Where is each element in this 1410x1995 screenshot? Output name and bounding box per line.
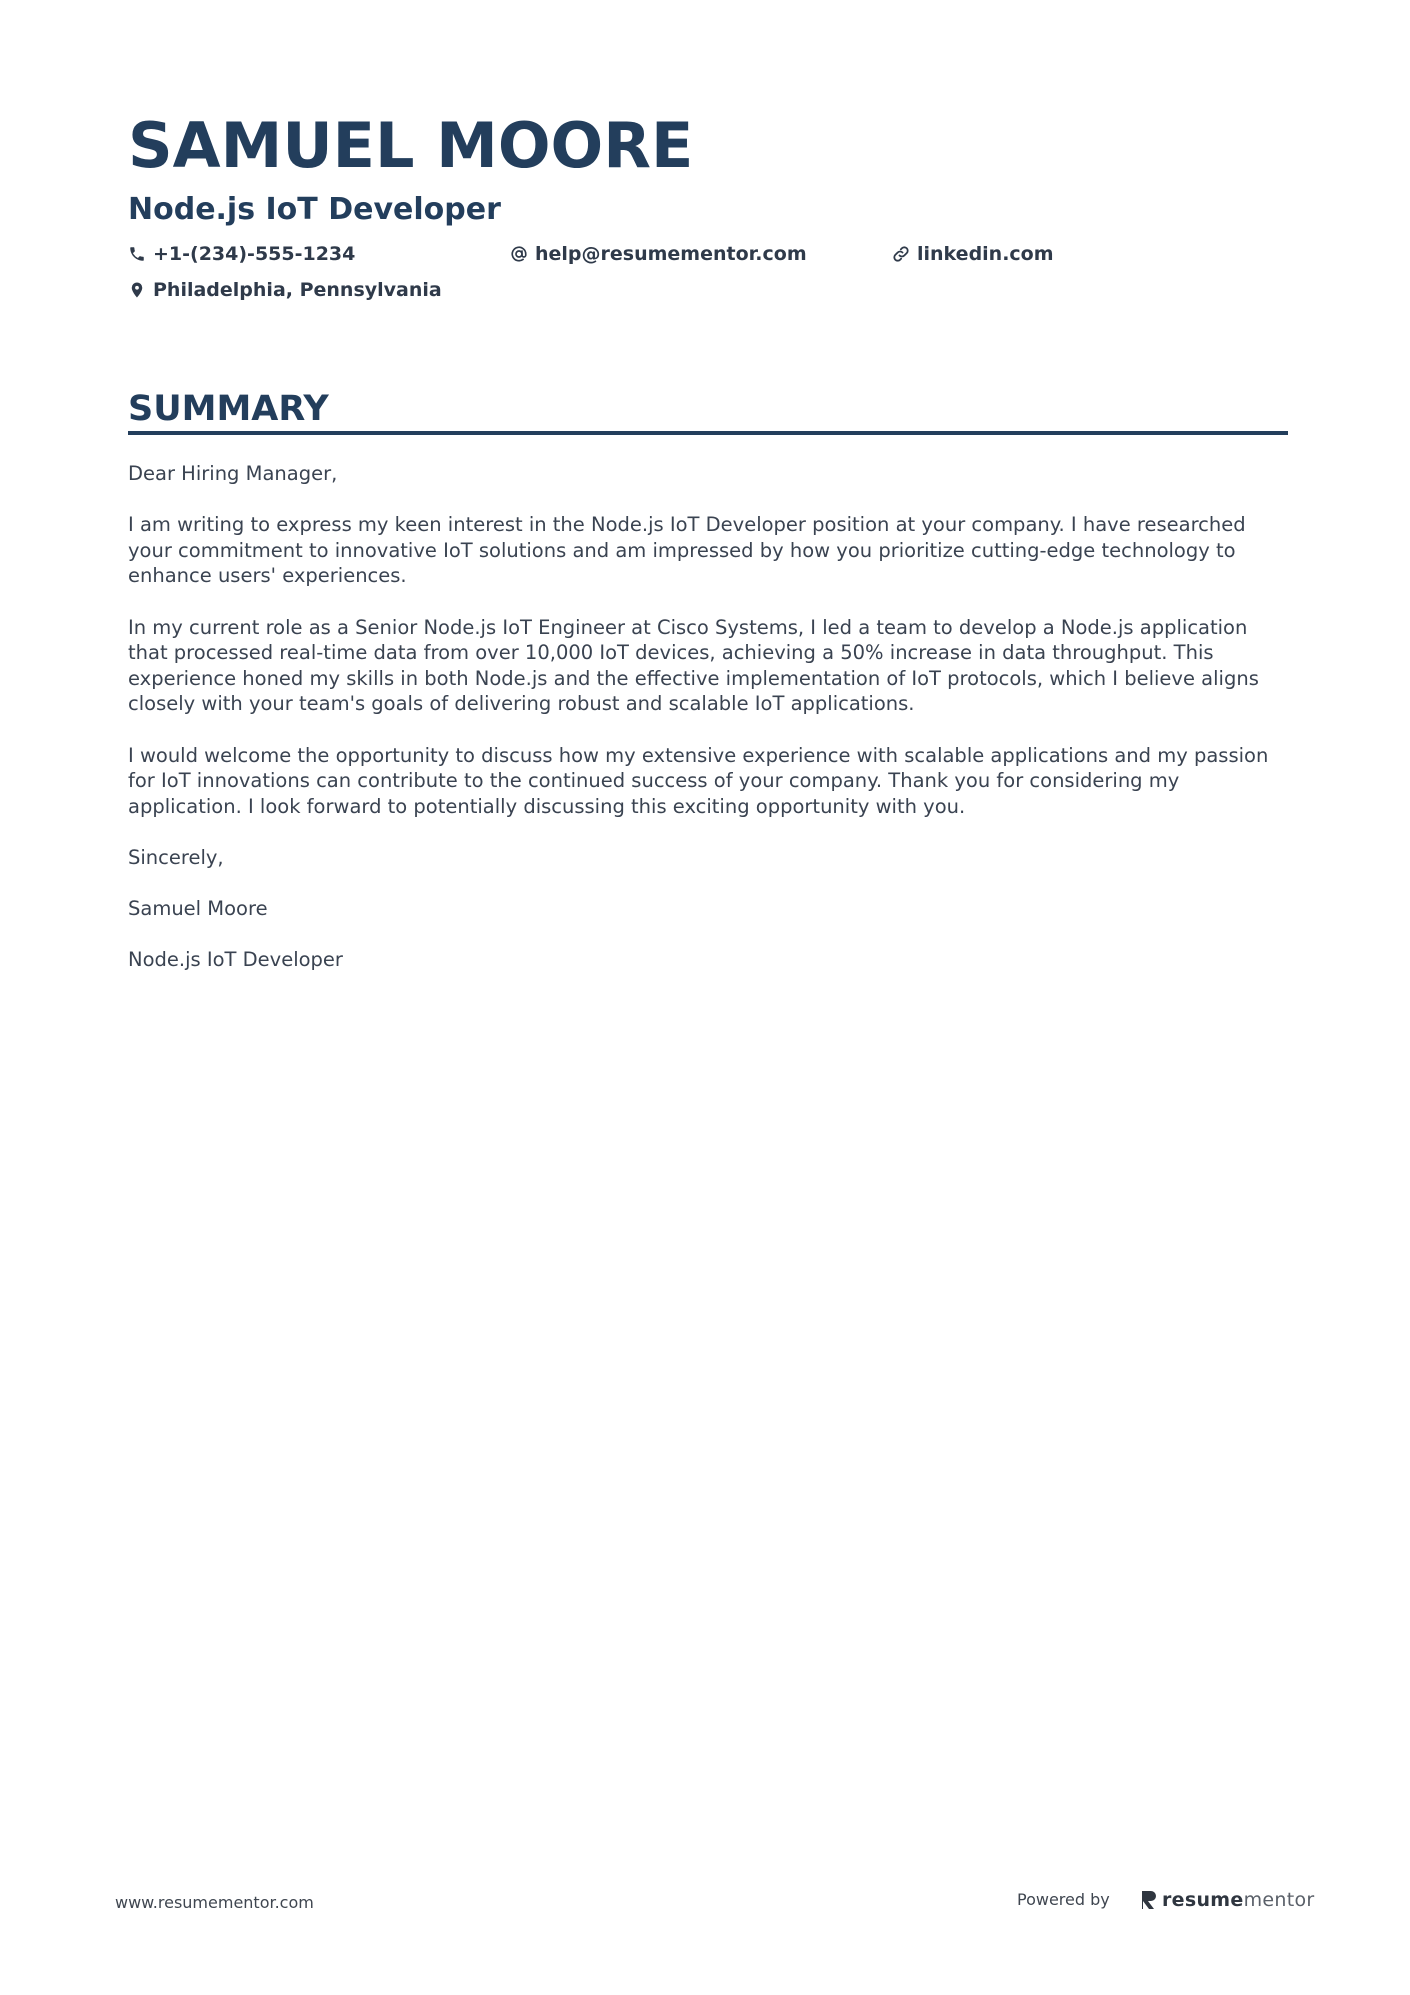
contact-phone-text: +1-(234)-555-1234 bbox=[153, 243, 356, 265]
summary-heading: SUMMARY bbox=[128, 389, 329, 429]
letter-greeting: Dear Hiring Manager, bbox=[128, 462, 338, 485]
letter-body bbox=[128, 461, 1290, 998]
letter-paragraph-1: I am writing to express my keen interest in the Node.js IoT Developer position at your company. I have researched your commitment to innovative IoT solutions and am impressed by how you prioritize cutting-edge technology to enhance users' experiences. bbox=[128, 513, 1246, 588]
contact-phone[interactable] bbox=[128, 241, 355, 267]
link-icon bbox=[892, 245, 910, 263]
signature-title: Node.js IoT Developer bbox=[128, 948, 343, 972]
contact-linkedin[interactable] bbox=[892, 241, 1054, 267]
letter-paragraph-3: I would welcome the opportunity to discuss how my extensive experience with scalable applications and my passion for IoT innovations can contribute to the continued success of your company. Thank you for considering my application. I look forward to potentially discussing this exciting opportunity with you. bbox=[128, 743, 1269, 818]
contact-email[interactable] bbox=[510, 241, 807, 267]
brand-wordmark: resumementor bbox=[1162, 1889, 1315, 1911]
contact-email-text: help@resumementor.com bbox=[535, 243, 807, 265]
contact-location bbox=[128, 277, 442, 303]
candidate-name: SAMUEL MOORE bbox=[128, 109, 694, 182]
signature-name: Samuel Moore bbox=[128, 897, 268, 921]
contact-linkedin-text: linkedin.com bbox=[917, 243, 1054, 265]
phone-icon bbox=[128, 245, 146, 263]
powered-by-label: Powered by bbox=[1017, 1890, 1110, 1909]
letter-paragraph-2: In my current role as a Senior Node.js IoT Engineer at Cisco Systems, I led a team to develop a Node.js application that processed real-time data from over 10,000 IoT devices, achieving a 50% increase in data throughput. This experience honed my skills in both Node.js and the effective implementation of IoT protocols, which I believe aligns closely with your team's goals of delivering robust and scalable IoT applications. bbox=[128, 615, 1259, 716]
resumementor-logo-icon bbox=[1140, 1889, 1158, 1911]
candidate-job-title: Node.js IoT Developer bbox=[128, 192, 501, 227]
contact-location-text: Philadelphia, Pennsylvania bbox=[153, 279, 442, 301]
map-pin-icon bbox=[128, 281, 146, 299]
section-divider bbox=[128, 431, 1288, 435]
letter-closing: Sincerely, bbox=[128, 845, 224, 869]
at-icon bbox=[510, 245, 528, 263]
footer-website-link[interactable]: www.resumementor.com bbox=[115, 1893, 314, 1912]
brand-logo[interactable] bbox=[1140, 1886, 1315, 1914]
